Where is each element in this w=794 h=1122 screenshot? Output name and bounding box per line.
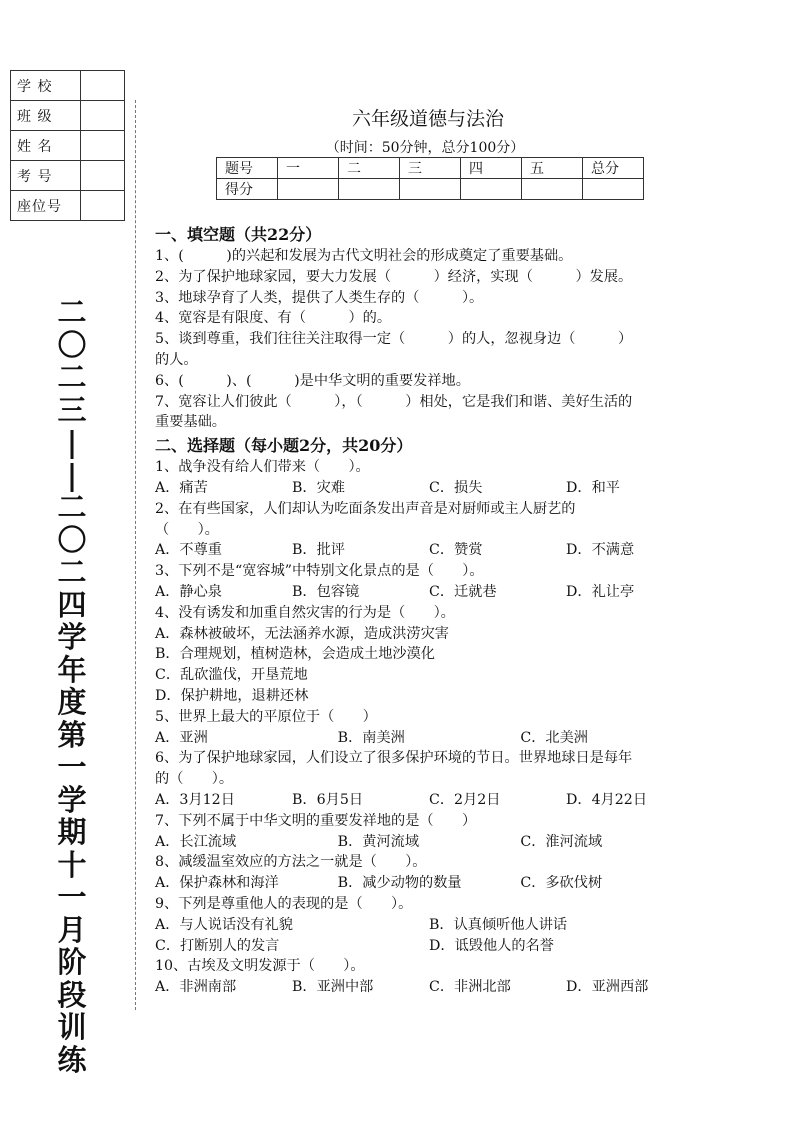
vertical-title-char: 〇 [57,522,87,557]
vertical-title-char: 段 [57,977,87,1012]
vertical-title-char: 年 [57,652,87,687]
fill-blank-line: 3、地球孕育了人类，提供了人类生存的（ ）。 [155,289,484,306]
score-cell[interactable] [522,179,583,200]
option-text: C．淮河流域 [520,833,603,850]
exam-number-label: 考 号 [11,161,81,191]
option-text: B．合理规划，植树造林，会造成土地沙漠化 [155,646,435,663]
section1-heading: 一、填空题（共22分） [155,225,322,244]
options-row [155,936,703,957]
option-text: A．非洲南部 [155,979,237,996]
options-row [155,582,703,603]
vertical-title-char: 学 [57,782,87,817]
vertical-title-char: 一 [57,880,87,914]
vertical-title-char: 一 [57,750,87,784]
score-header-cell: 五 [522,158,583,179]
score-table-header-row [217,158,644,179]
question-stem: 3、下列不是“宽容城”中特别文化景点的是（ ）。 [155,563,484,580]
vertical-title-char: 第 [57,717,87,752]
score-header-cell: 二 [339,158,400,179]
section1-lines [155,246,703,433]
vertical-exam-title [52,296,92,1076]
option-text: A．保护森林和海洋 [155,875,279,892]
question-stem: 2、在有些国家，人们却认为吃面条发出声音是对厨师或主人厨艺的 [155,500,576,517]
score-header-cell: 题号 [217,158,278,179]
exam-subtitle: （时间：50分钟，总分100分） [325,140,525,156]
option-text: A．不尊重 [155,542,222,559]
fill-blank-line: 6、( )、( )是中华文明的重要发祥地。 [155,372,470,389]
option-text: B．南美洲 [337,729,405,746]
option-text: B．6月5日 [292,791,364,808]
vertical-title-char: 期 [57,815,87,849]
option-text: B．批评 [292,542,345,559]
option-text: C．乱砍滥伐，开垦荒地 [155,667,308,684]
option-text: B．认真倾听他人讲话 [429,916,568,933]
option-text: C．打断别人的发言 [155,937,280,954]
option-text: C．多砍伐树 [520,875,603,892]
option-text: B．灾难 [292,479,345,496]
question-stem: 5、世界上最大的平原位于（ ） [155,708,377,725]
vertical-title-char: 四 [57,587,87,622]
score-table-score-row [217,179,644,200]
option-text: D．礼让亭 [566,583,635,600]
fill-blank-line: 的人。 [155,351,198,368]
question-stem: 6、为了保护地球家园，人们设立了很多保护环境的节日。世界地球日是每年 [155,750,633,767]
vertical-title-char: 十 [57,847,87,882]
class-label: 班 级 [11,101,81,131]
options-row [155,478,703,499]
vertical-title-char: 学 [57,620,87,654]
vertical-title-char: 阶 [57,945,87,979]
options-row [155,728,703,749]
score-cell[interactable] [583,179,644,200]
option-text: A．长江流域 [155,833,237,850]
fill-blank-line: 1、( )的兴起和发展为古代文明社会的形成奠定了重要基础。 [155,248,573,264]
fill-blank-line: 4、宽容是有限度、有（ ）的。 [155,310,392,327]
option-text: C．2月2日 [429,791,501,808]
option-text: C．非洲北部 [429,979,511,996]
vertical-title-char: | [66,425,78,459]
option-text: D．和平 [566,479,620,496]
score-cell[interactable] [278,179,339,200]
vertical-title-char: 度 [57,685,87,719]
fill-blank-line: 5、谈到尊重，我们往往关注取得一定（ ）的人，忽视身边（ ） [155,331,633,348]
score-table [216,157,644,200]
question-stem: 1、战争没有给人们带来（ ）。 [155,459,370,476]
option-text: C．赞赏 [429,542,483,559]
option-text: B．减少动物的数量 [337,875,462,892]
option-text: A．痛苦 [155,479,208,496]
school-field[interactable] [81,71,125,101]
option-text: D．不满意 [566,542,635,559]
option-text: B．亚洲中部 [292,979,374,996]
vertical-title-char: 训 [57,1010,87,1044]
vertical-title-char: | [66,457,78,492]
question-stem: 8、减缓温室效应的方法之一就是（ ）。 [155,854,427,871]
option-text: A．3月12日 [155,791,235,808]
vertical-title-char: 〇 [57,327,87,362]
score-cell[interactable] [400,179,461,200]
option-text: A．静心泉 [155,583,222,600]
vertical-title-char: 月 [57,912,87,947]
section2-heading: 二、选择题（每小题2分，共20分） [155,436,413,456]
options-row [155,873,703,894]
score-cell[interactable] [461,179,522,200]
question-area [155,222,703,998]
question-stem: 的（ ）。 [155,771,234,788]
option-text: A．与人说话没有礼貌 [155,916,293,933]
seat-number-field[interactable] [81,191,125,221]
score-header-cell: 总分 [583,158,644,179]
score-header-cell: 三 [400,158,461,179]
name-label: 姓 名 [11,131,81,161]
option-text: C．北美洲 [520,729,588,746]
question-stem: （ ）。 [155,521,219,538]
option-text: B．黄河流域 [337,833,420,850]
option-text: B．包容镜 [292,583,360,600]
page-title: 六年级道德与法治 [351,108,504,130]
school-label: 学 校 [11,71,81,101]
section2-questions [155,457,703,998]
vertical-title-char: 二 [57,295,87,329]
option-text: D．4月22日 [566,791,648,808]
fill-blank-line: 7、宽容让人们彼此（ ），（ ）相处，它是我们和谐、美好生活的 [155,393,633,410]
vertical-title-char: 二 [57,490,87,524]
option-text: A．亚洲 [155,729,208,746]
vertical-title-char: 二 [57,555,87,589]
question-stem: 7、下列不属于中华文明的重要发祥地的是（ ） [155,812,477,829]
options-row [155,977,703,998]
score-row-label: 得分 [217,179,278,200]
binding-line [135,100,136,1010]
vertical-title-char: 二 [57,360,87,394]
question-stem: 4、没有诱发和加重自然灾害的行为是（ ）。 [155,604,455,621]
fill-blank-line: 2、为了保护地球家园，要大力发展（ ）经济，实现（ ）发展。 [155,268,633,285]
options-row [155,915,703,936]
vertical-title-char: 三 [57,392,87,427]
options-row [155,540,703,561]
fill-blank-line: 重要基础。 [155,414,226,431]
options-row [155,790,703,811]
option-text: C．迁就巷 [429,583,497,600]
exam-number-field[interactable] [81,161,125,191]
option-text: D．亚洲西部 [566,979,649,996]
vertical-title-char: 练 [57,1042,87,1077]
score-cell[interactable] [339,179,400,200]
option-text: A．森林被破坏，无法涵养水源，造成洪涝灾害 [155,625,449,642]
question-stem: 9、下列是尊重他人的表现的是（ ）。 [155,895,413,912]
option-text: D．保护耕地，退耕还林 [155,687,309,704]
score-header-cell: 一 [278,158,339,179]
options-row [155,832,703,853]
seat-number-label: 座位号 [11,191,81,221]
score-header-cell: 四 [461,158,522,179]
question-stem: 10、古埃及文明发源于（ ）。 [155,958,365,975]
option-text: C．损失 [429,479,483,496]
option-text: D．诋毁他人的名誉 [429,937,554,954]
